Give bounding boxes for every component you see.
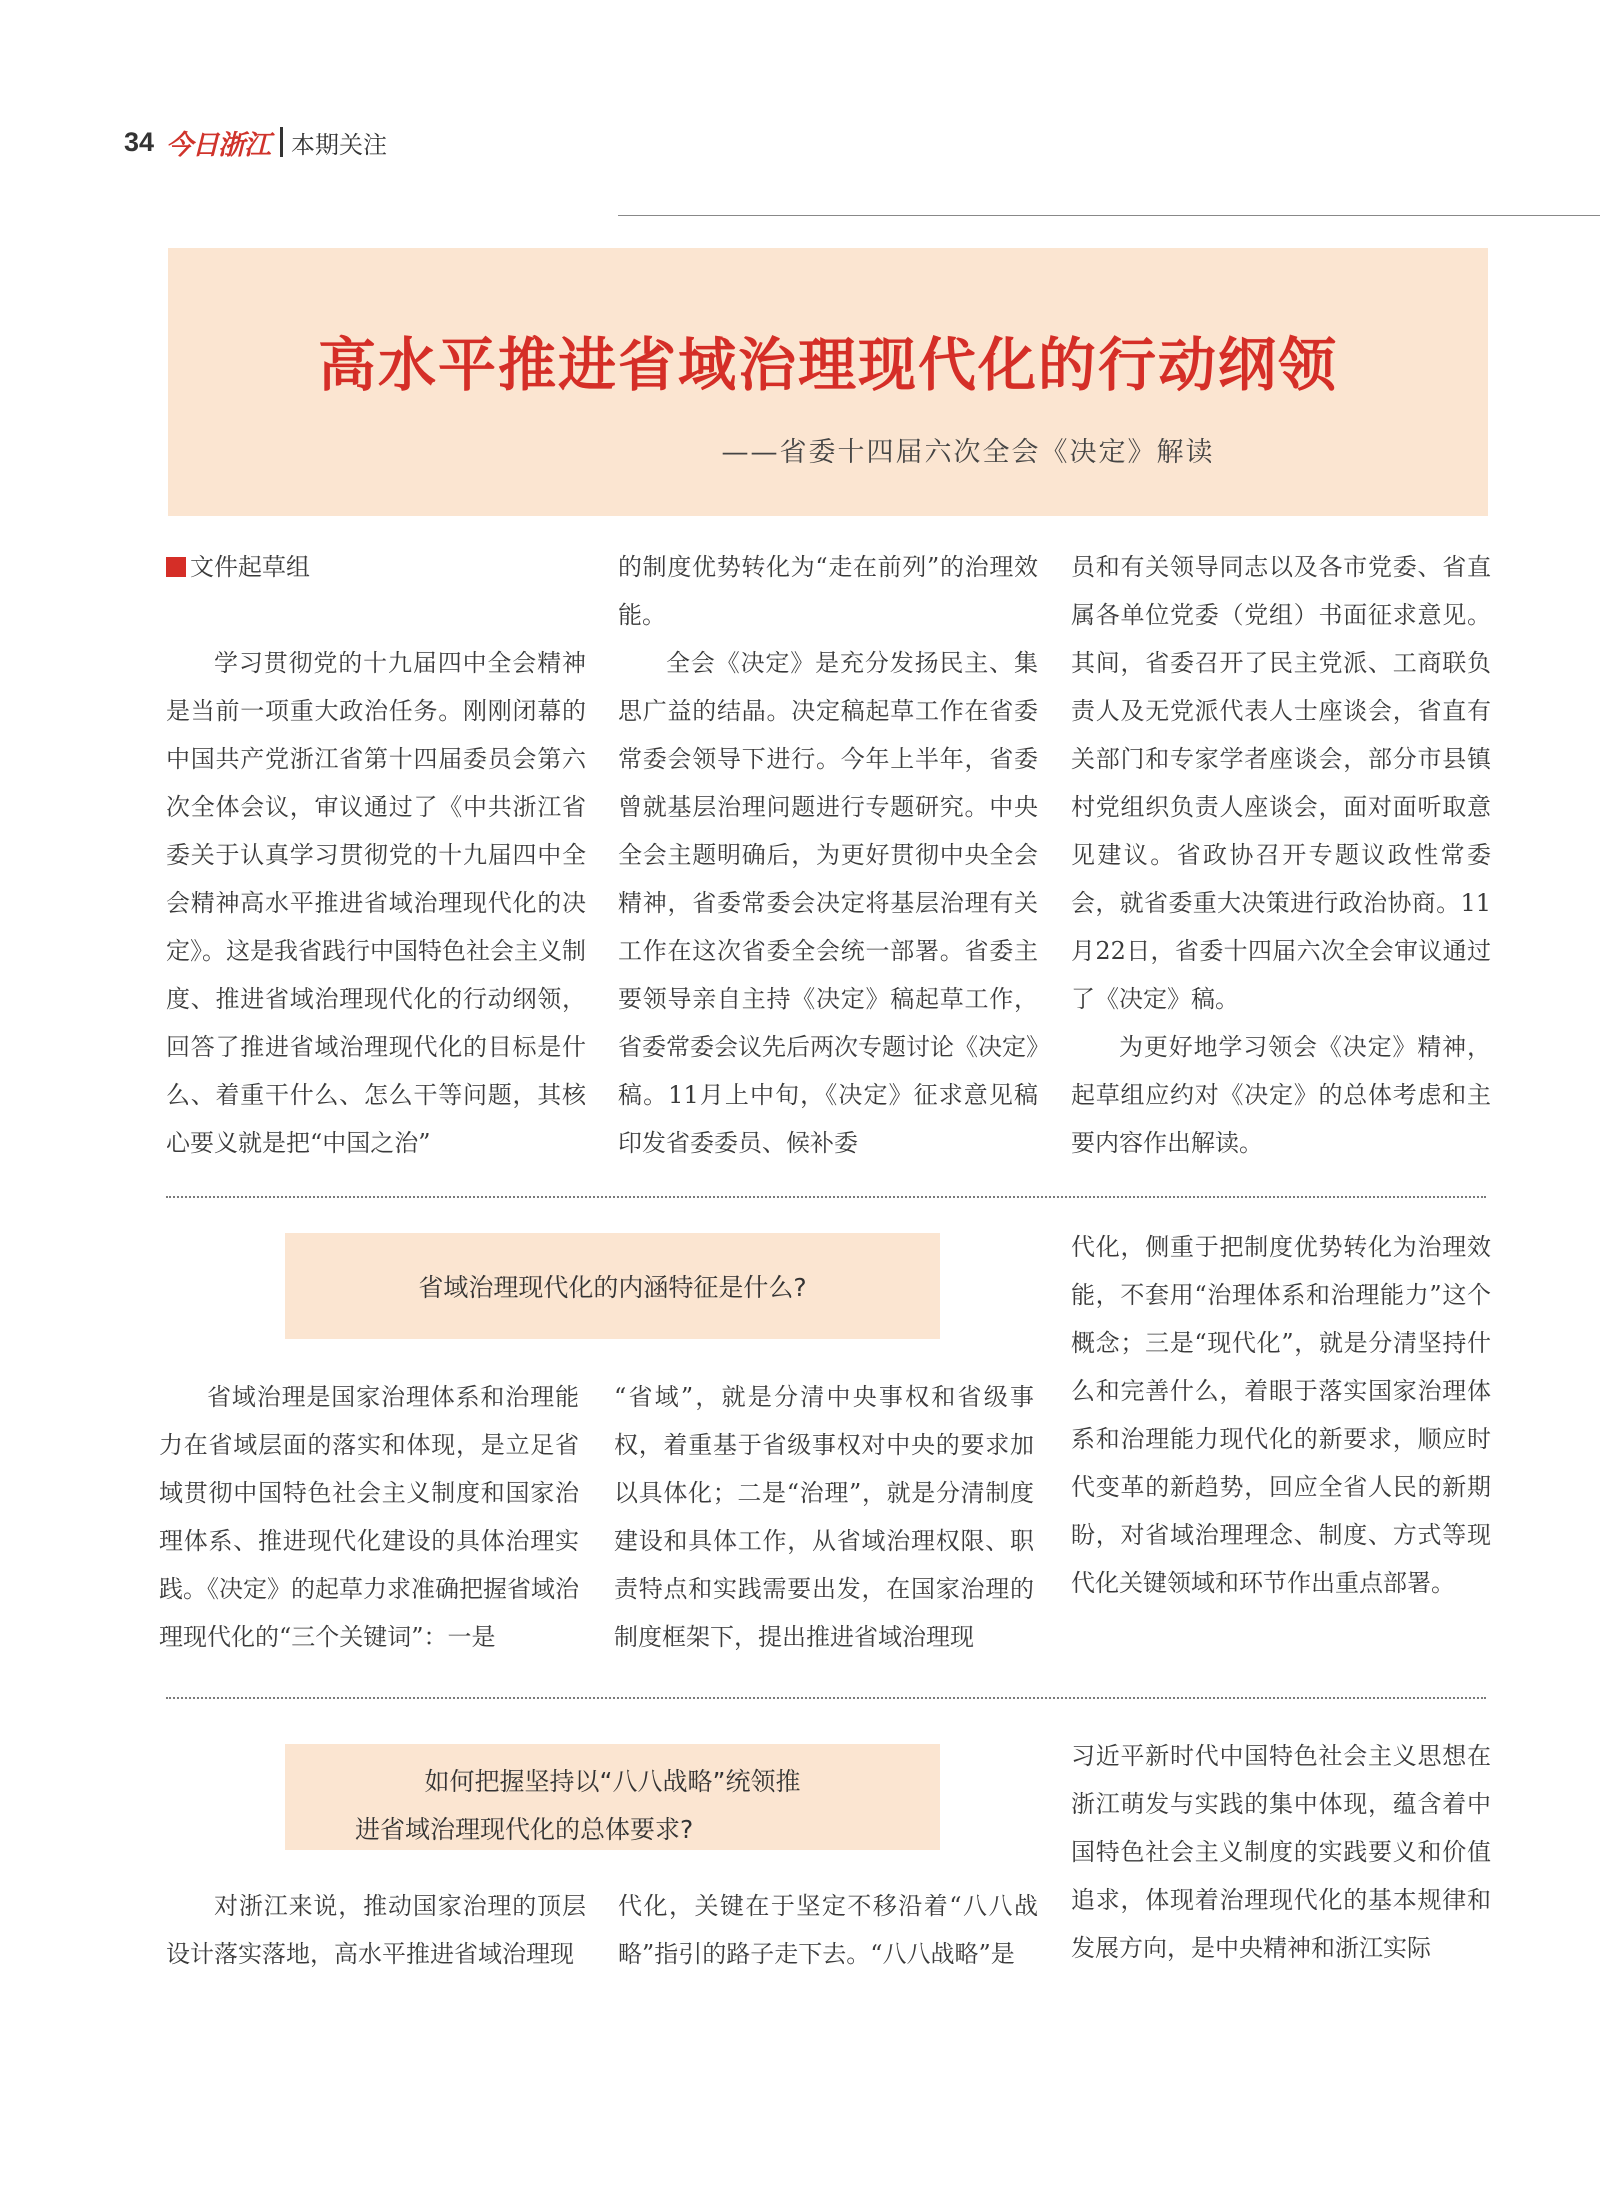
red-square-icon (166, 557, 186, 577)
magazine-logo: 今日浙江 (166, 129, 271, 161)
title-box (168, 248, 1488, 516)
section-name: 本期关注 (291, 130, 388, 159)
top-rule (618, 215, 1600, 216)
section2-paragraph: 习近平新时代中国特色社会主义思想在浙江萌发与实践的集中体现，蕴含着中国特色社会主义制度的实践要义和价值追求，体现着治理现代化的基本规律和发展方向，是中央精神和浙江实际 (1071, 1742, 1491, 1962)
question-heading-line-1: 如何把握坚持以“八八战略”统领推 (424, 1767, 801, 1796)
section1-paragraph: 代化，侧重于把制度优势转化为治理效能，不套用“治理体系和治理能力”这个概念；三是“现代化”，就是分清坚持什么和完善什么，着眼于落实国家治理体系和治理能力现代化的新要求，顺应时代变革的新趋势，回应全省人民的新期盼，对省域治理理念、制度、方式等现代化关键领域和环节作出重点部署。 (1071, 1233, 1491, 1597)
page-number: 34 (124, 126, 155, 157)
question-heading: 省域治理现代化的内涵特征是什么? (418, 1273, 807, 1302)
section-divider (166, 1697, 1486, 1699)
intro-paragraph-3: 为更好地学习领会《决定》精神，起草组应约对《决定》的总体考虑和主要内容作出解读。 (1071, 1033, 1491, 1157)
article-subtitle: ——省委十四届六次全会《决定》解读 (721, 437, 1215, 468)
article-title: 高水平推进省域治理现代化的行动纲领 (317, 331, 1338, 399)
section1-paragraph: “省域”，就是分清中央事权和省级事权，着重基于省级事权对中央的要求加以具体化；二是“治理”，就是分清制度建设和具体工作，从省域治理权限、职责特点和实践需要出发，在国家治理的制度框架下，提出推进省域治理现 (614, 1383, 1034, 1651)
intro-column-1 (166, 543, 586, 1167)
section2-paragraph: 对浙江来说，推动国家治理的顶层设计落实落地，高水平推进省域治理现 (166, 1892, 586, 1968)
byline (166, 543, 586, 591)
section2-column-2 (618, 1882, 1038, 1978)
intro-column-3 (1071, 543, 1491, 1167)
question-heading-line-2: 进省域治理现代化的总体要求? (355, 1815, 694, 1844)
intro-column-2 (618, 543, 1038, 1167)
page-header (124, 122, 387, 162)
section1-column-3 (1071, 1223, 1491, 1607)
intro-paragraph-2: 全会《决定》是充分发扬民主、集思广益的结晶。决定稿起草工作在省委常委会领导下进行。今年上半年，省委曾就基层治理问题进行专题研究。中央全会主题明确后，为更好贯彻中央全会精神，省委常委会决定将基层治理有关工作在这次省委全会统一部署。省委主要领导亲自主持《决定》稿起草工作，省委常委会议先后两次专题讨论《决定》稿。11月上中旬，《决定》征求意见稿印发省委委员、候补委 (618, 649, 1038, 1157)
intro-paragraph-continued: 员和有关领导同志以及各市党委、省直属各单位党委（党组）书面征求意见。其间，省委召开了民主党派、工商联负责人及无党派代表人士座谈会，省直有关部门和专家学者座谈会，部分市县镇村党组织负责人座谈会，面对面听取意见建议。省政协召开专题议政性常委会，就省委重大决策进行政治协商。11月22日，省委十四届六次全会审议通过了《决定》稿。 (1071, 553, 1491, 1013)
section2-column-1 (166, 1882, 586, 1978)
intro-paragraph-continued: 的制度优势转化为“走在前列”的治理效能。 (618, 553, 1038, 629)
question-box-1 (285, 1233, 940, 1339)
section1-column-2 (614, 1373, 1034, 1661)
section1-column-1 (159, 1373, 579, 1661)
section1-paragraph: 省域治理是国家治理体系和治理能力在省域层面的落实和体现，是立足省域贯彻中国特色社会主义制度和国家治理体系、推进现代化建设的具体治理实践。《决定》的起草力求准确把握省域治理现代化的“三个关键词”：一是 (159, 1383, 579, 1651)
header-separator (280, 127, 283, 157)
section2-paragraph: 代化，关键在于坚定不移沿着“八八战略”指引的路子走下去。“八八战略”是 (618, 1892, 1038, 1968)
section2-column-3 (1071, 1732, 1491, 1972)
question-box-2 (285, 1744, 940, 1850)
byline-text: 文件起草组 (190, 553, 310, 581)
intro-paragraph-1: 学习贯彻党的十九届四中全会精神是当前一项重大政治任务。刚刚闭幕的中国共产党浙江省第十四届委员会第六次全体会议，审议通过了《中共浙江省委关于认真学习贯彻党的十九届四中全会精神高水平推进省域治理现代化的决定》。这是我省践行中国特色社会主义制度、推进省域治理现代化的行动纲领，回答了推进省域治理现代化的目标是什么、着重干什么、怎么干等问题，其核心要义就是把“中国之治” (166, 649, 586, 1157)
section-divider (166, 1196, 1486, 1198)
